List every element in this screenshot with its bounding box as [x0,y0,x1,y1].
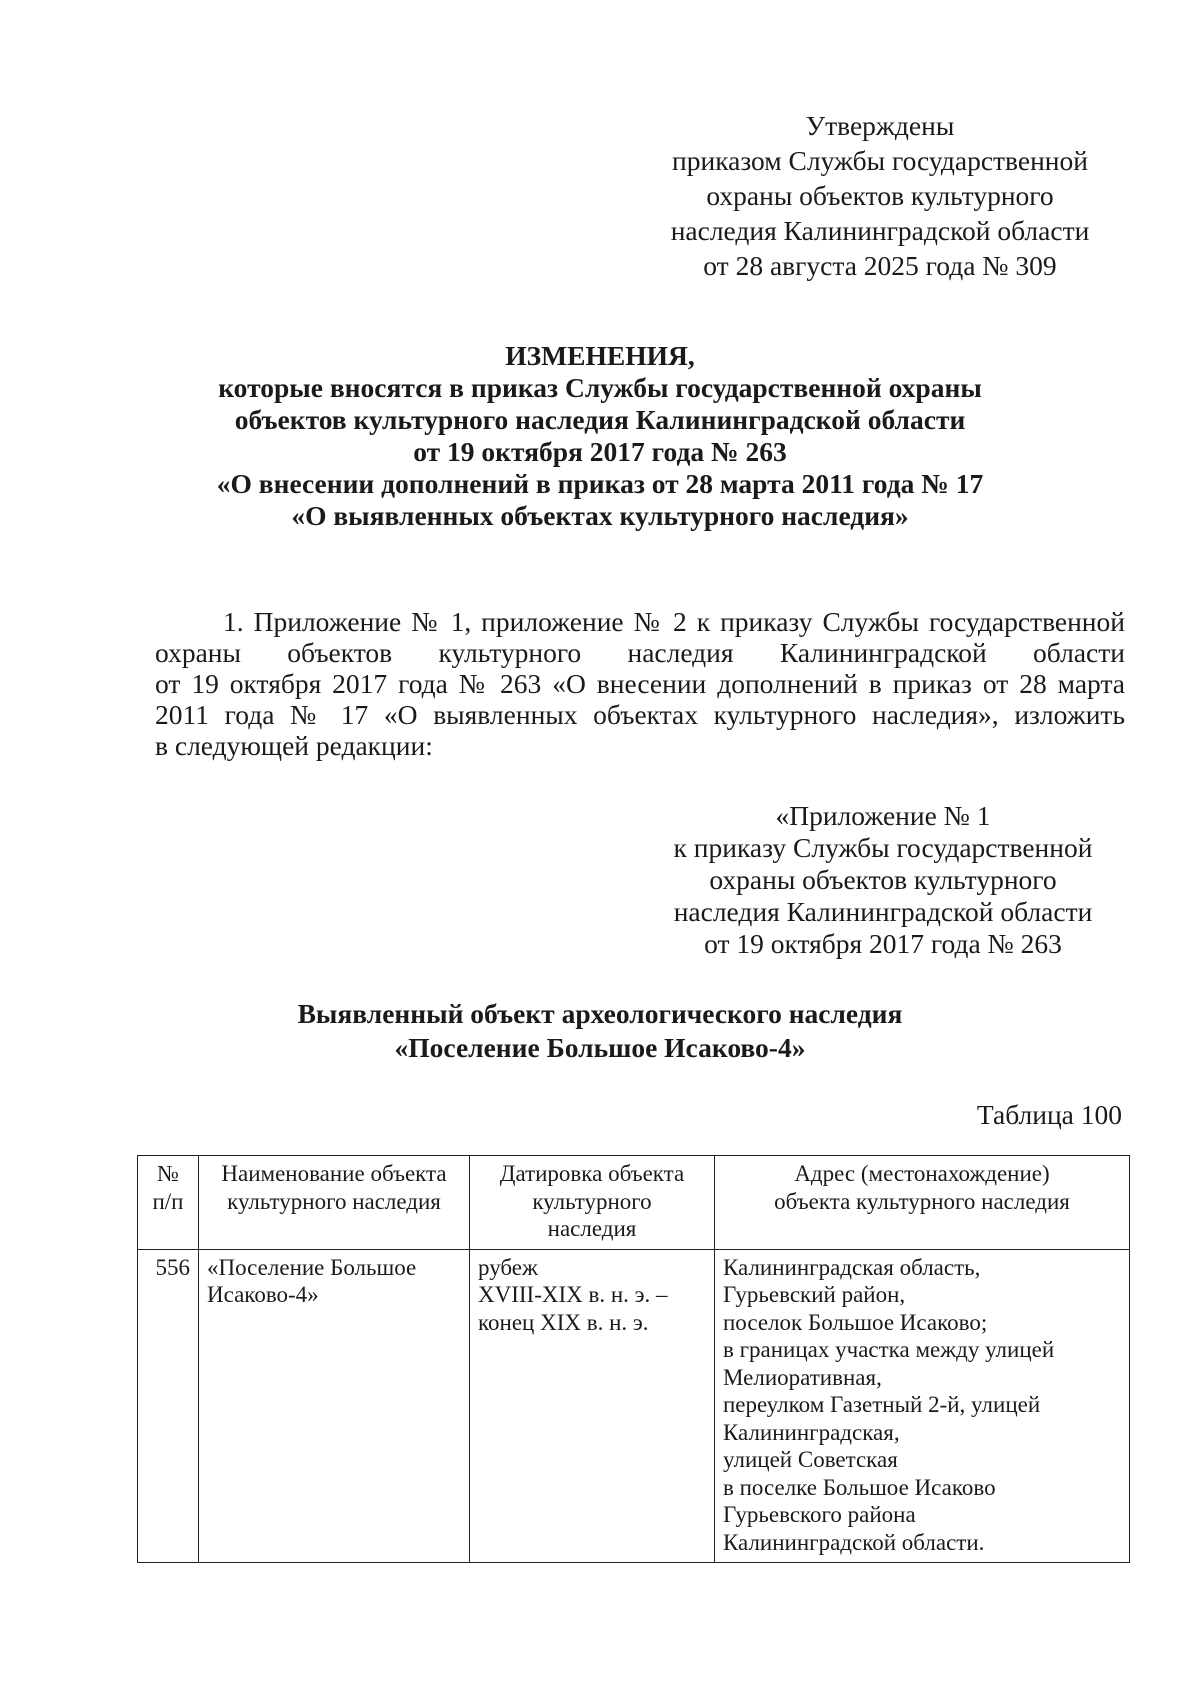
title-line: которые вносятся в приказ Службы государственной охраны [218,372,982,403]
appendix-line: «Приложение № 1 [775,800,991,831]
object-heading-line: Выявленный объект археологического наследия [297,998,903,1029]
appendix-line: охраны объектов культурного [709,864,1057,895]
header-address: Адрес (местонахождение) объекта культурного наследия [715,1156,1130,1250]
cell-dating: рубеж XVIII-XIX в. н. э. – конец XIX в. н. э. [470,1249,715,1563]
cell-number: 556 [138,1249,199,1563]
header-dating: Датировка объекта культурного наследия [470,1156,715,1250]
paragraph-line: охраны объектов культурного наследия Калининградской области [155,637,1125,668]
table-number: Таблица 100 [976,1099,1122,1130]
document-title [150,340,1050,532]
title-heading: ИЗМЕНЕНИЯ, [505,340,695,371]
title-line: «О выявленных объектах культурного наследия» [291,500,909,531]
approval-line: от 28 августа 2025 года № 309 [703,250,1057,281]
object-heading-line: «Поселение Большое Исаково-4» [394,1032,806,1063]
header-name: Наименование объекта культурного наследия [199,1156,470,1250]
title-line: «О внесении дополнений в приказ от 28 марта 2011 года № 17 [216,468,984,499]
header-number: № п/п [138,1156,199,1250]
paragraph-line: 2011 года № 17 «О выявленных объектах культурного наследия», изложить [155,699,1125,730]
table-header-row [138,1156,1130,1250]
paragraph-line: от 19 октября 2017 года № 263 «О внесении дополнений в приказ от 28 марта [155,668,1125,699]
body-paragraph [155,606,1125,761]
paragraph-line: 1. Приложение № 1, приложение № 2 к приказу Службы государственной [223,606,1125,637]
appendix-block [648,800,1118,960]
approval-line: Утверждены [805,110,955,141]
paragraph-line: в следующей редакции: [155,730,433,761]
approval-line: наследия Калининградской области [670,215,1090,246]
title-line: от 19 октября 2017 года № 263 [413,436,787,467]
approval-line: приказом Службы государственной [672,145,1088,176]
title-line: объектов культурного наследия Калининградской области [234,404,966,435]
appendix-line: наследия Калининградской области [673,896,1093,927]
cell-name: «Поселение Большое Исаково-4» [199,1249,470,1563]
appendix-line: от 19 октября 2017 года № 263 [704,928,1062,959]
approval-block [650,108,1110,283]
object-heading [150,997,1050,1065]
cell-address: Калининградская область, Гурьевский район, поселок Большое Исаково; в границах участка между улицей Мелиоративная, переулком Газетный 2-й, улицей Калининградская, улицей Советская в поселке Большое Исаково Гурьевского района Калининградской области. [715,1249,1130,1563]
approval-line: охраны объектов культурного [706,180,1054,211]
appendix-line: к приказу Службы государственной [673,832,1093,863]
heritage-table [137,1155,1130,1563]
table-row [138,1249,1130,1563]
